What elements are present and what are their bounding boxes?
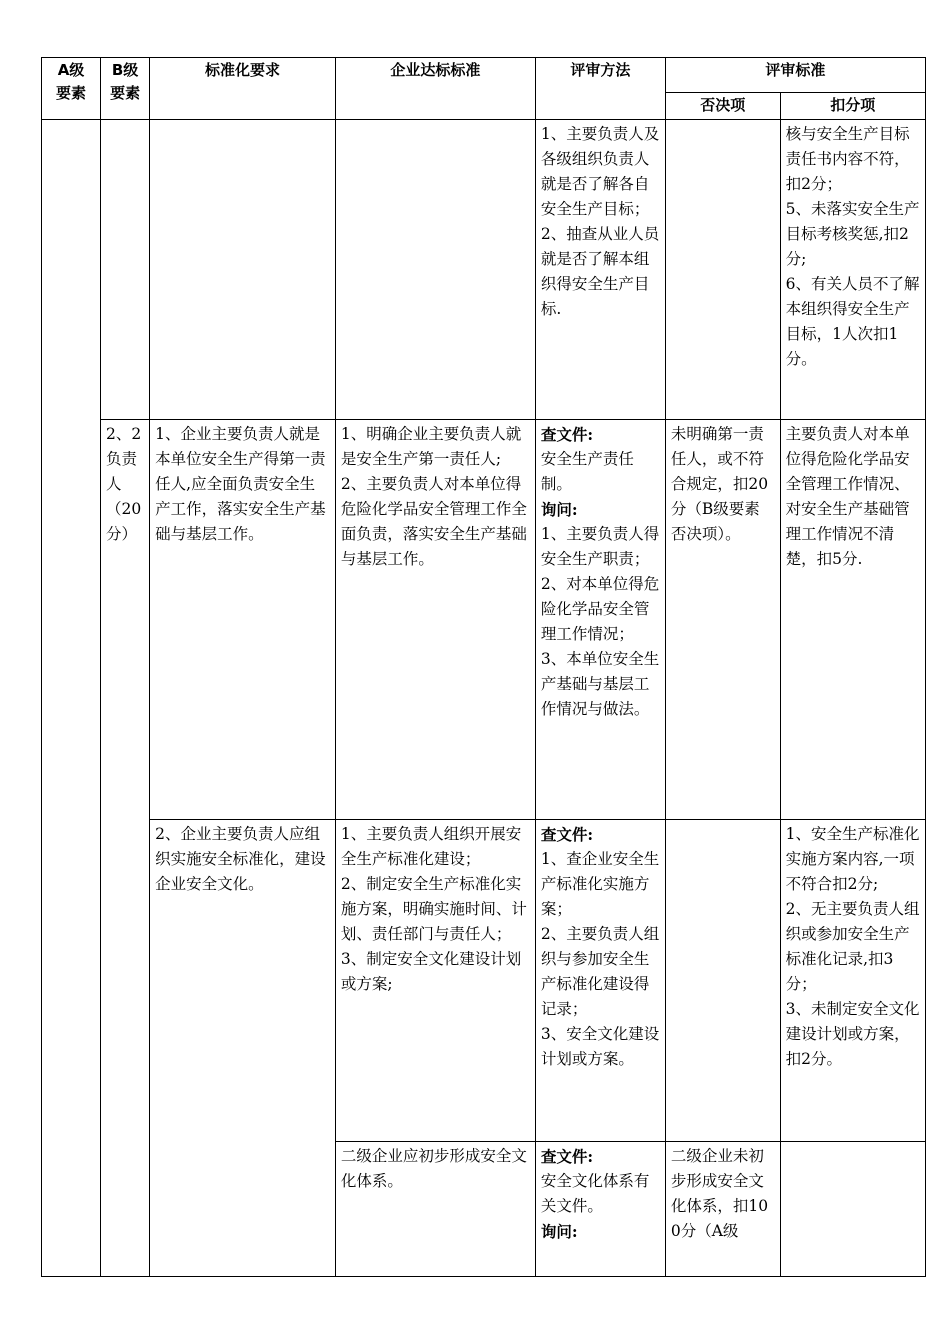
- table-row: [42, 120, 926, 420]
- header-review-criteria: 评审标准: [665, 58, 925, 93]
- method-label-ask: 询问:: [540, 1222, 578, 1241]
- method-file-text: 1、查企业安全生产标准化实施方案； 2、主要负责人组织与参加安全生产标准化建设得记录； 3、安全文化建设计划或方案。: [540, 850, 660, 1068]
- requirement-cell: 2、企业主要负责人应组织实施安全标准化，建设企业安全文化。: [150, 820, 336, 1277]
- b-element-cell: 2、2负责人（20分）: [101, 420, 150, 1277]
- table-row: [42, 820, 926, 1142]
- veto-cell: 二级企业未初步形成安全文化体系，扣100分（A级: [665, 1142, 780, 1277]
- table-row: [42, 420, 926, 820]
- method-label-file: 查文件:: [540, 1147, 594, 1166]
- veto-cell: [665, 820, 780, 1142]
- header-standard-requirement: 标准化要求: [150, 58, 336, 120]
- veto-cell: 未明确第一责任人，或不符合规定，扣20分（B级要素否决项）。: [665, 420, 780, 820]
- method-cell: [535, 1142, 665, 1277]
- assessment-table: [41, 57, 926, 1277]
- header-deduction-items: 扣分项: [780, 93, 925, 120]
- deduction-cell: [780, 1142, 925, 1277]
- header-veto-items: 否决项: [665, 93, 780, 120]
- header-row: [42, 58, 926, 93]
- header-a-element: A级 要素: [42, 58, 101, 120]
- method-ask-text: 1、主要负责人得安全生产职责； 2、对本单位得危险化学品安全管理工作情况； 3、本单位安全生产基础与基层工作情况与做法。: [540, 525, 660, 718]
- requirement-cell: [150, 120, 336, 420]
- method-label-ask: 询问:: [540, 500, 578, 519]
- standard-cell: [335, 120, 535, 420]
- standard-cell: 1、明确企业主要负责人就是安全生产第一责任人; 2、主要负责人对本单位得危险化学品安全管理工作全面负责，落实安全生产基础与基层工作。: [335, 420, 535, 820]
- method-label-file: 查文件:: [540, 425, 594, 444]
- deduction-cell: 核与安全生产目标责任书内容不符，扣2分； 5、未落实安全生产目标考核奖惩,扣2分; 6、有关人员不了解本组织得安全生产目标，1人次扣1分。: [780, 120, 925, 420]
- method-cell: [535, 420, 665, 820]
- method-label-file: 查文件:: [540, 825, 594, 844]
- header-b-element: B级 要素: [101, 58, 150, 120]
- veto-cell: [665, 120, 780, 420]
- a-element-cell: [42, 120, 101, 1277]
- method-cell: [535, 820, 665, 1142]
- deduction-cell: 1、安全生产标准化实施方案内容,一项不符合扣2分; 2、无主要负责人组织或参加安全生产标准化记录,扣3分； 3、未制定安全文化建设计划或方案，扣2分。: [780, 820, 925, 1142]
- deduction-cell: 主要负责人对本单位得危险化学品安全管理工作情况、对安全生产基础管理工作情况不清楚，扣5分.: [780, 420, 925, 820]
- requirement-cell: 1、企业主要负责人就是本单位安全生产得第一责任人,应全面负责安全生产工作，落实安全生产基础与基层工作。: [150, 420, 336, 820]
- method-file-text: 安全生产责任制。: [540, 450, 634, 493]
- b-element-cell: [101, 120, 150, 420]
- header-review-method: 评审方法: [535, 58, 665, 120]
- method-cell: 1、主要负责人及各级组织负责人就是否了解各自安全生产目标； 2、抽查从业人员就是否了解本组织得安全生产目标.: [535, 120, 665, 420]
- standard-cell: 二级企业应初步形成安全文化体系。: [335, 1142, 535, 1277]
- method-file-text: 安全文化体系有关文件。: [540, 1172, 650, 1215]
- header-enterprise-standard: 企业达标标准: [335, 58, 535, 120]
- standard-cell: 1、主要负责人组织开展安全生产标准化建设； 2、制定安全生产标准化实施方案，明确实施时间、计划、责任部门与责任人； 3、制定安全文化建设计划或方案;: [335, 820, 535, 1142]
